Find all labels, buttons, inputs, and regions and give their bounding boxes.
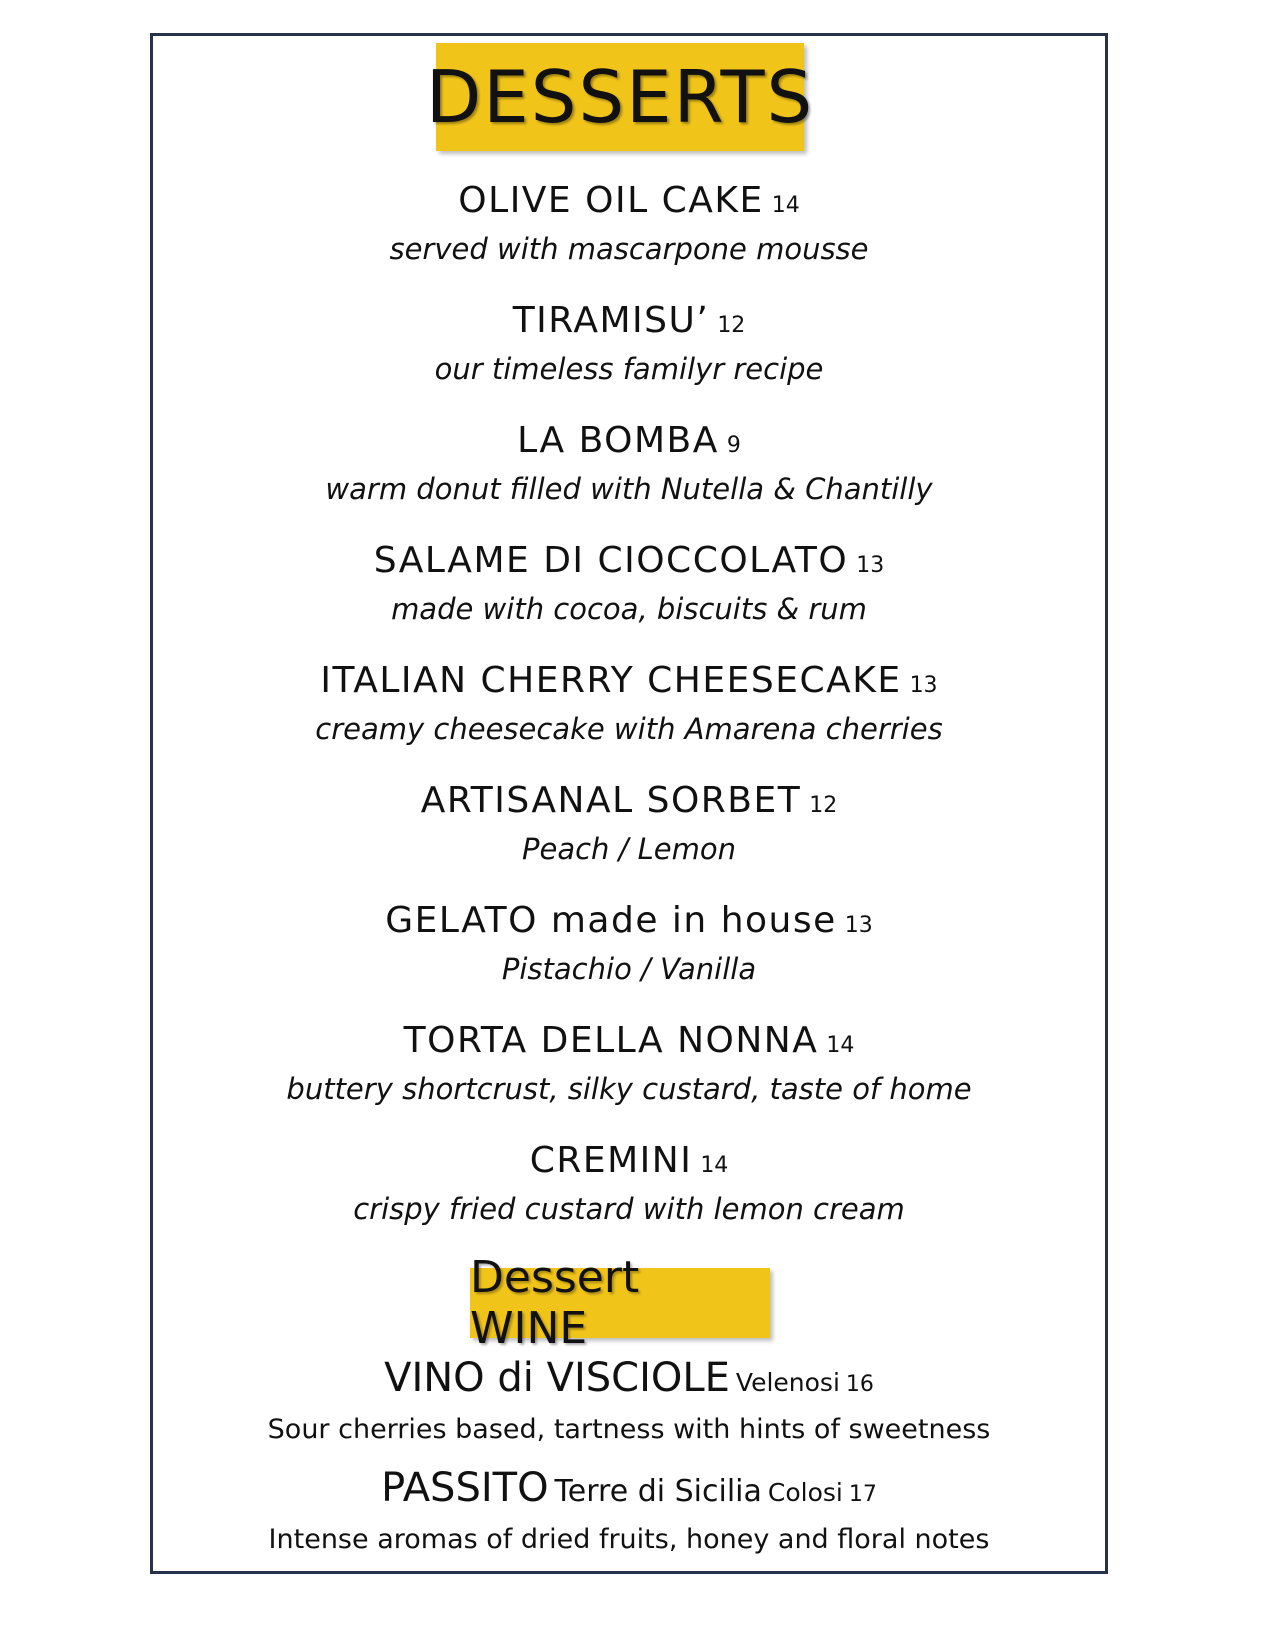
wine-name: PASSITO: [381, 1465, 549, 1511]
item-description: served with mascarpone mousse: [389, 232, 869, 266]
wine-item: [150, 1353, 1108, 1463]
item-price: 12: [809, 793, 838, 818]
menu-title-banner: [425, 43, 815, 151]
menu-item: [150, 298, 1108, 418]
item-name: GELATO made in house: [385, 900, 837, 941]
wine-list: [150, 1353, 1108, 1573]
item-price: 13: [856, 553, 885, 578]
item-description: creamy cheesecake with Amarena cherries: [315, 712, 943, 746]
wine-region: Terre di Sicilia: [554, 1474, 762, 1509]
menu-title: DESSERTS: [425, 55, 815, 139]
wine-item: [150, 1463, 1108, 1573]
item-name: SALAME DI CIOCCOLATO: [373, 540, 849, 581]
menu-item: [150, 658, 1108, 778]
item-name: TORTA DELLA NONNA: [403, 1020, 819, 1061]
item-price: 12: [717, 313, 746, 338]
item-description: Peach / Lemon: [521, 832, 736, 866]
item-description: made with cocoa, biscuits & rum: [391, 592, 867, 626]
item-name: OLIVE OIL CAKE: [458, 180, 764, 221]
item-name: CREMINI: [529, 1140, 693, 1181]
menu-item: [150, 178, 1108, 298]
item-description: Pistachio / Vanilla: [501, 952, 757, 986]
item-name: ITALIAN CHERRY CHEESECAKE: [320, 660, 902, 701]
menu-item: [150, 1138, 1108, 1258]
menu-item: [150, 1018, 1108, 1138]
item-description: warm donut filled with Nutella & Chantilly: [325, 472, 933, 506]
item-description: our timeless familyr recipe: [434, 352, 824, 386]
wine-section-title: Dessert WINE: [470, 1252, 640, 1354]
item-price: 14: [826, 1033, 855, 1058]
item-description: buttery shortcrust, silky custard, taste of home: [286, 1072, 972, 1106]
wine-description: Intense aromas of dried fruits, honey and floral notes: [268, 1524, 990, 1555]
item-name: ARTISANAL SORBET: [420, 780, 802, 821]
menu-item: [150, 538, 1108, 658]
menu-item: [150, 418, 1108, 538]
wine-name: VINO di VISCIOLE: [384, 1355, 730, 1401]
item-price: 14: [700, 1153, 729, 1178]
item-name: TIRAMISU’: [512, 300, 710, 341]
wine-price: 16: [845, 1372, 874, 1397]
menu-item: [150, 778, 1108, 898]
item-price: 13: [844, 913, 873, 938]
wine-section-banner: [470, 1252, 770, 1354]
menu-item: [150, 898, 1108, 1018]
dessert-list: [150, 178, 1108, 1258]
wine-producer: Colosi: [767, 1478, 843, 1507]
item-description: crispy fried custard with lemon cream: [353, 1192, 905, 1226]
item-price: 14: [771, 193, 800, 218]
item-name: LA BOMBA: [517, 420, 719, 461]
wine-producer: Velenosi: [735, 1368, 840, 1397]
wine-description: Sour cherries based, tartness with hints of sweetness: [267, 1414, 991, 1445]
item-price: 13: [909, 673, 938, 698]
item-price: 9: [726, 433, 741, 458]
wine-price: 17: [848, 1482, 877, 1507]
